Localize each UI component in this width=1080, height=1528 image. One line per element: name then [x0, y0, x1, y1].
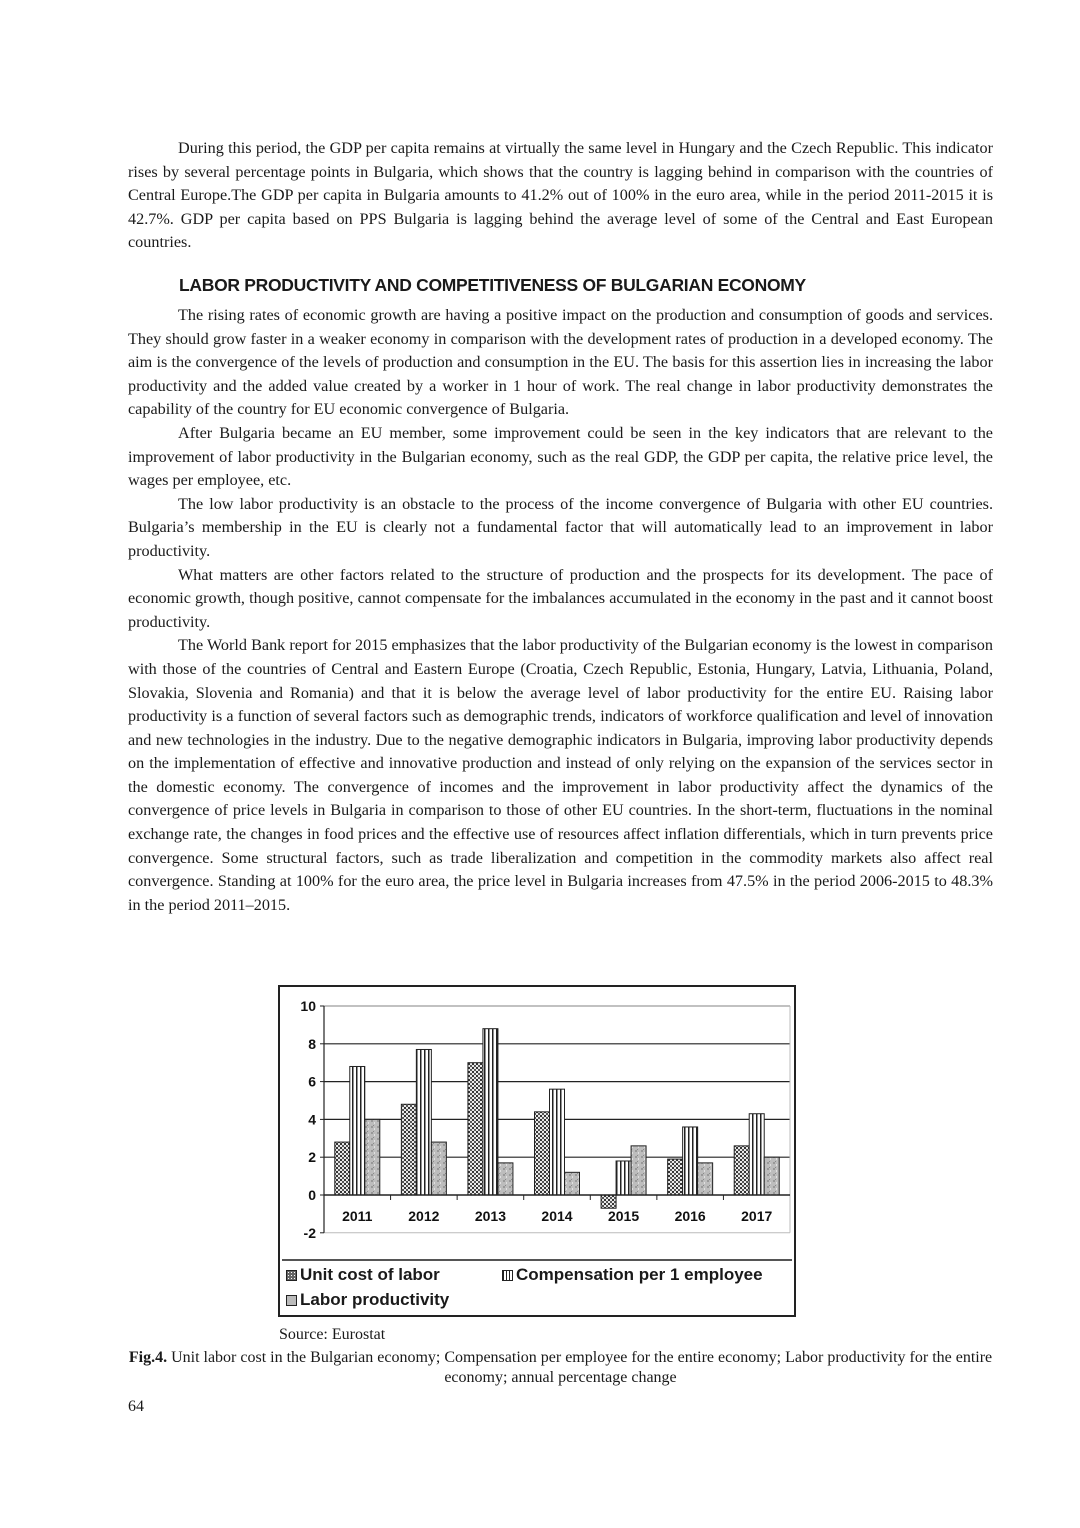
bar: [565, 1172, 580, 1195]
bar: [616, 1161, 631, 1195]
bar: [601, 1195, 616, 1208]
legend-item-unit-cost: [286, 1265, 440, 1285]
bar: [764, 1157, 779, 1195]
bar: [631, 1146, 646, 1195]
legend-item-productivity: [286, 1290, 449, 1310]
chart-legend: [282, 1259, 792, 1315]
bar: [431, 1142, 446, 1195]
bar: [335, 1142, 350, 1195]
bar: [468, 1063, 483, 1195]
y-tick-label: 4: [308, 1111, 316, 1128]
dotted-swatch-icon: [286, 1270, 297, 1281]
y-tick-label: 8: [308, 1035, 316, 1052]
x-tick-label: 2011: [342, 1208, 373, 1224]
x-tick-label: 2012: [408, 1208, 440, 1224]
paragraph: The low labor productivity is an obstacle to the process of the income convergence of Bulgaria with other EU countries. Bulgaria’s membership in the EU is clearly not a fundamental factor that will automatically lead to an improvement in labor productivity.: [128, 494, 993, 560]
intro-paragraph: [128, 137, 993, 255]
x-tick-label: 2014: [541, 1208, 573, 1224]
bar: [698, 1163, 713, 1195]
body-text: [128, 304, 993, 917]
page-number: 64: [128, 1398, 144, 1415]
bar: [483, 1029, 498, 1195]
x-tick-label: 2013: [474, 1208, 507, 1224]
legend-label: Unit cost of labor: [300, 1265, 440, 1284]
legend-label: Labor productivity: [300, 1290, 450, 1309]
y-tick-label: 2: [308, 1149, 316, 1166]
paragraph: During this period, the GDP per capita remains at virtually the same level in Hungary and the Czech Republic. This indicator rises by several percentage points in Bulgaria, which shows that the country is lagging behind in comparison with the countries of Central Europe.The GDP per capita in Bulgaria amounts to 41.2% out of 100% in the euro area, while in the period 2011-2015 it is 42.7%. GDP per capita based on PPS Bulgaria is lagging behind the average level of some of the Central and East European countries.: [128, 139, 993, 252]
y-tick-label: 10: [300, 998, 316, 1014]
y-tick-label: 0: [308, 1187, 316, 1203]
bar: [749, 1114, 764, 1195]
gray-swatch-icon: [286, 1295, 297, 1306]
y-tick-label: -2: [303, 1224, 316, 1241]
bar: [401, 1104, 416, 1195]
bar: [668, 1159, 683, 1195]
paragraph: After Bulgaria became an EU member, some improvement could be seen in the key indicators that are relevant to the improvement of labor productivity in the Bulgarian economy, such as the real GDP, the GDP per capita, the relative price level, the wages per employee, etc.: [128, 423, 993, 490]
bar: [365, 1119, 380, 1195]
paragraph: The rising rates of economic growth are having a positive impact on the production and consumption of goods and services. They should grow faster in a weaker economy in comparison with the development rates of production in a developed economy. The aim is the convergence of the levels of production and consumption in the EU. The basis for this assertion lies in increasing the labor productivity and the added value created by a worker in 1 hour of work. The real change in labor productivity demonstrates the capability of the country for EU economic convergence of Bulgaria.: [128, 306, 993, 419]
chart-plot: [280, 987, 794, 1259]
figure-caption: [128, 1348, 993, 1388]
x-tick-label: 2017: [741, 1208, 773, 1224]
bar: [498, 1163, 513, 1195]
bar: [550, 1089, 565, 1195]
caption-text: Unit labor cost in the Bulgarian economy; Compensation per employee for the entire economy; Labor productivity for the entire economy; annual percentage change: [167, 1349, 993, 1386]
section-heading: LABOR PRODUCTIVITY AND COMPETITIVENESS OF BULGARIAN ECONOMY: [179, 275, 806, 295]
chart-content: [300, 998, 790, 1241]
legend-label: Compensation per 1 employee: [516, 1265, 763, 1284]
bar: [683, 1127, 698, 1195]
figure-source: Source: Eurostat: [279, 1326, 386, 1343]
y-tick-label: 6: [308, 1073, 316, 1090]
bar: [734, 1146, 749, 1195]
x-tick-label: 2016: [674, 1208, 706, 1224]
bar: [416, 1049, 431, 1195]
legend-item-compensation: [502, 1265, 763, 1285]
bar: [535, 1112, 550, 1195]
bar: [350, 1066, 365, 1195]
paragraph: What matters are other factors related to the structure of production and the prospects for its development. The pace of economic growth, though positive, cannot compensate for the imbalances accumulated in the economy in the past and it cannot boost productivity.: [128, 565, 993, 631]
bar-chart: [278, 985, 796, 1317]
x-tick-label: 2015: [607, 1208, 640, 1224]
paragraph: The World Bank report for 2015 emphasizes that the labor productivity of the Bulgarian economy is the lowest in comparison with those of the countries of Central and Eastern Europe (Croatia, Czech Republic, Estonia, Hungary, Latvia, Lithuania, Poland, Slovakia, Slovenia and Romania) and that it is below the average level of labor productivity for the entire EU. Raising labor productivity is a function of several factors such as demographic trends, indicators of workforce qualification and level of innovation and new technologies in the industry. Due to the negative demographic indicators in Bulgaria, improving labor productivity depends on the implementation of effective and innovative production and instead of only relying on the expansion of the services sector in the domestic economy. The convergence of incomes and the improvement in labor productivity affect the dynamics of the convergence of price levels in Bulgaria in comparison to those of other EU countries. In the short-term, fluctuations in the nominal exchange rate, the changes in food prices and the effective use of resources affect inflation differentials, which in turn prevents price convergence. Some structural factors, such as trade liberalization and competition in the commodity markets also affect real convergence. Standing at 100% for the euro area, the price level in Bulgaria increases from 47.5% in the period 2006-2015 to 48.3% in the period 2011–2015.: [128, 636, 993, 914]
striped-swatch-icon: [502, 1270, 513, 1281]
figure-label: Fig.4.: [128, 1349, 168, 1366]
